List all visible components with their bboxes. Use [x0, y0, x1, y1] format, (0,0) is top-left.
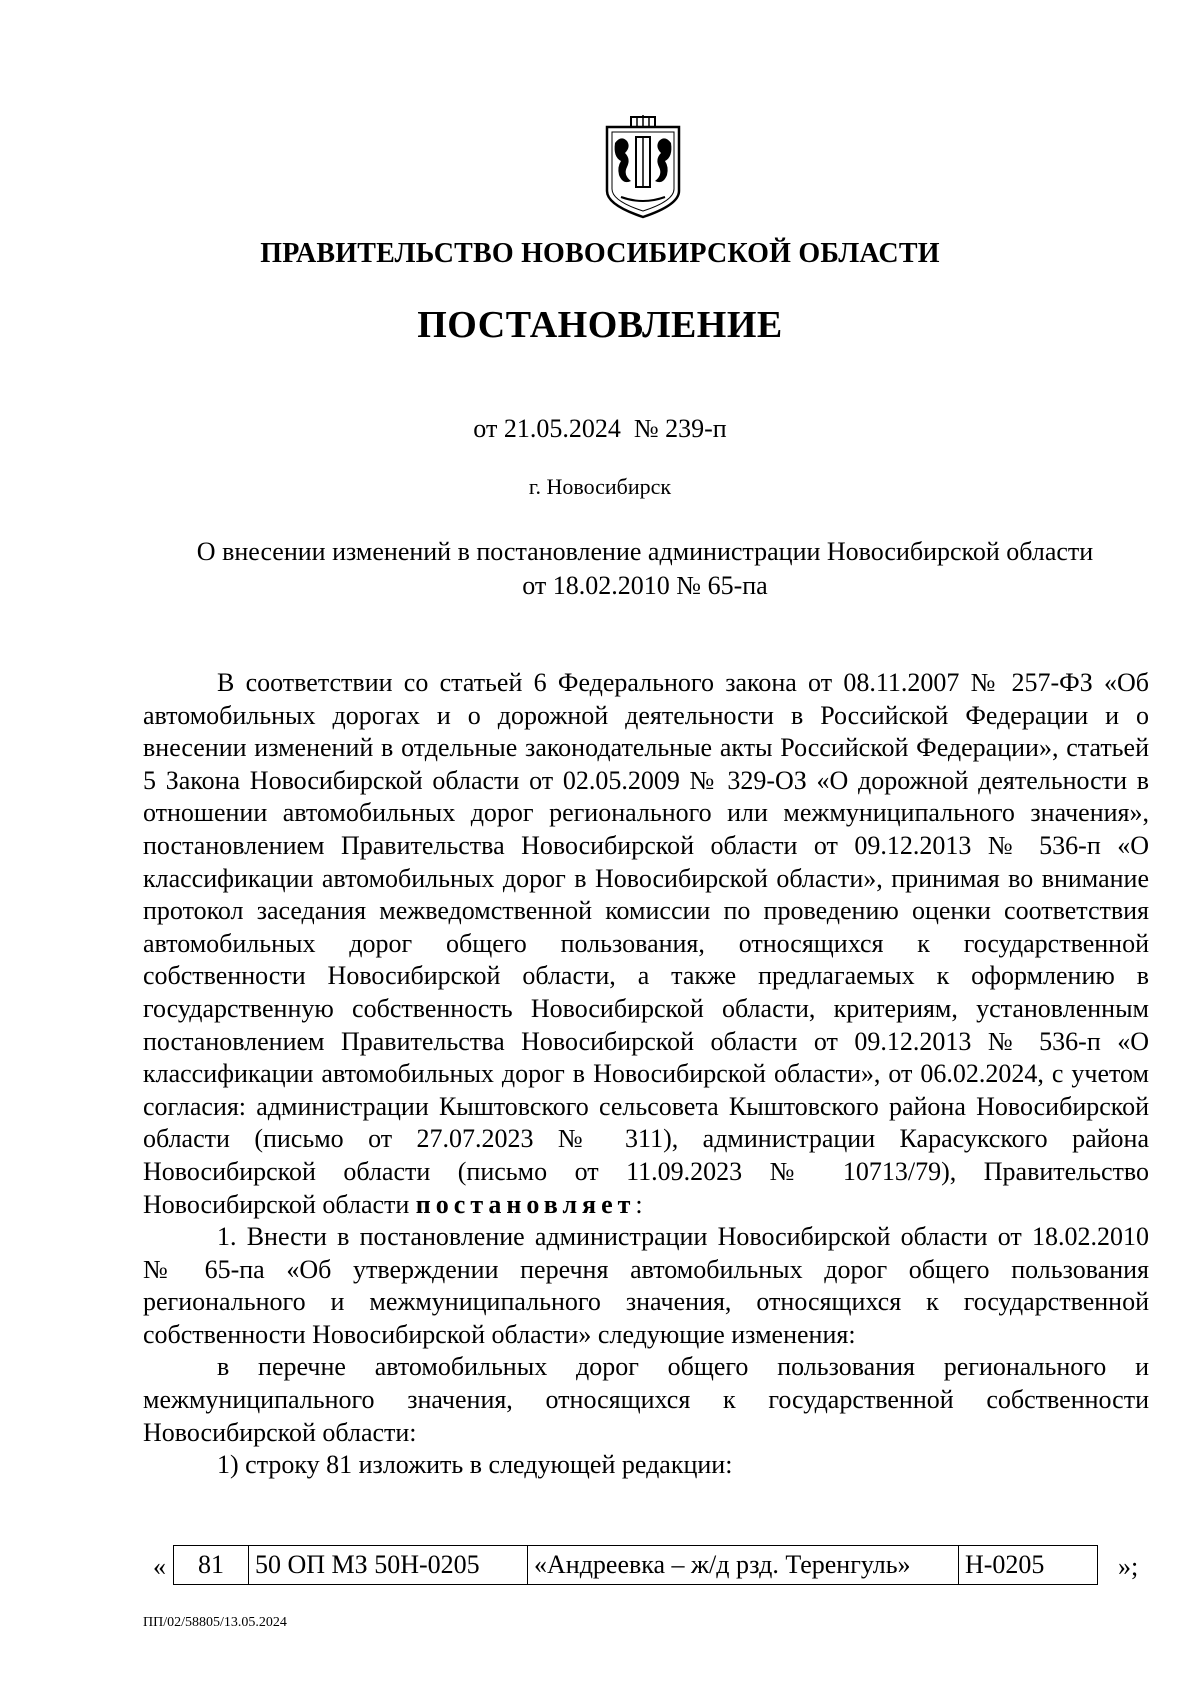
paragraph-list-intro: в перечне автомобильных дорог общего пользования регионального и межмуниципального значения, относящихся к государственной собственности Новосибирской области: — [143, 1352, 1149, 1447]
cell-road-code: Н-0205 — [959, 1546, 1098, 1585]
document-title-line1: О внесении изменений в постановление администрации Новосибирской области — [196, 537, 1094, 566]
paragraph-item-1: 1. Внести в постановление администрации Новосибирской области от 18.02.2010 № 65-па «Об утверждении перечня автомобильных дорог общего пользования регионального и межмуниципального значения, относящихся к государственной собственности Новосибирской области» следующие изменения: — [143, 1222, 1149, 1349]
paragraph-preamble — [143, 667, 1149, 1221]
document-type: ПОСТАНОВЛЕНИЕ — [417, 304, 783, 346]
road-table — [173, 1545, 1098, 1585]
document-date-number: от 21.05.2024 № 239-п — [473, 414, 727, 443]
close-quote: »; — [1118, 1552, 1139, 1581]
document-city: г. Новосибирск — [528, 474, 672, 499]
footer-code: ПП/02/58805/13.05.2024 — [143, 1615, 287, 1630]
preamble-text: В соответствии со статьей 6 Федерального закона от 08.11.2007 № 257-ФЗ «Об автомобильных дорогах и о дорожной деятельности в Российской Федерации и о внесении изменений в отдельные законодательные акты Российской Федерации», статьей 5 Закона Новосибирской области от 02.05.2009 № 329-ОЗ «О дорожной деятельности в отношении автомобильных дорог регионального или межмуниципального значения», постановлением Правительства Новосибирской области от 09.12.2013 № 536-п «О классификации автомобильных дорог в Новосибирской области», принимая во внимание протокол заседания межведомственной комиссии по проведению оценки соответствия автомобильных дорог общего пользования, относящихся к государственной собственности Новосибирской области, а также предлагаемых к оформлению в государственную собственность Новосибирской области, критериям, установленным постановлением Правительства Новосибирской области от 09.12.2013 № 536-п «О классификации автомобильных дорог в Новосибирской области», от 06.02.2024, с учетом согласия: администрации Кыштовского сельсовета Кыштовского района Новосибирской области (письмо от 27.07.2023 № 311), администрации Карасукского района Новосибирской области (письмо от 11.09.2023 № 10713/79), Правительство Новосибирской области — [143, 668, 1149, 1219]
coat-of-arms-icon — [601, 113, 685, 219]
document-body — [143, 667, 1149, 1482]
resolves-word: постановляет — [415, 1189, 636, 1219]
table-row — [174, 1546, 1098, 1585]
preamble-colon: : — [635, 1189, 643, 1219]
document-title — [150, 535, 1140, 603]
cell-row-number: 81 — [174, 1546, 249, 1585]
open-quote: « — [153, 1552, 166, 1581]
cell-road-name: «Андреевка – ж/д рзд. Теренгуль» — [528, 1546, 959, 1585]
cell-road-id: 50 ОП МЗ 50Н-0205 — [249, 1546, 528, 1585]
amended-row — [143, 1545, 1149, 1587]
document-title-line2: от 18.02.2010 № 65-па — [522, 571, 768, 600]
paragraph-subitem-1: 1) строку 81 изложить в следующей редакции: — [217, 1450, 733, 1480]
organization-name: ПРАВИТЕЛЬСТВО НОВОСИБИРСКОЙ ОБЛАСТИ — [260, 238, 940, 269]
